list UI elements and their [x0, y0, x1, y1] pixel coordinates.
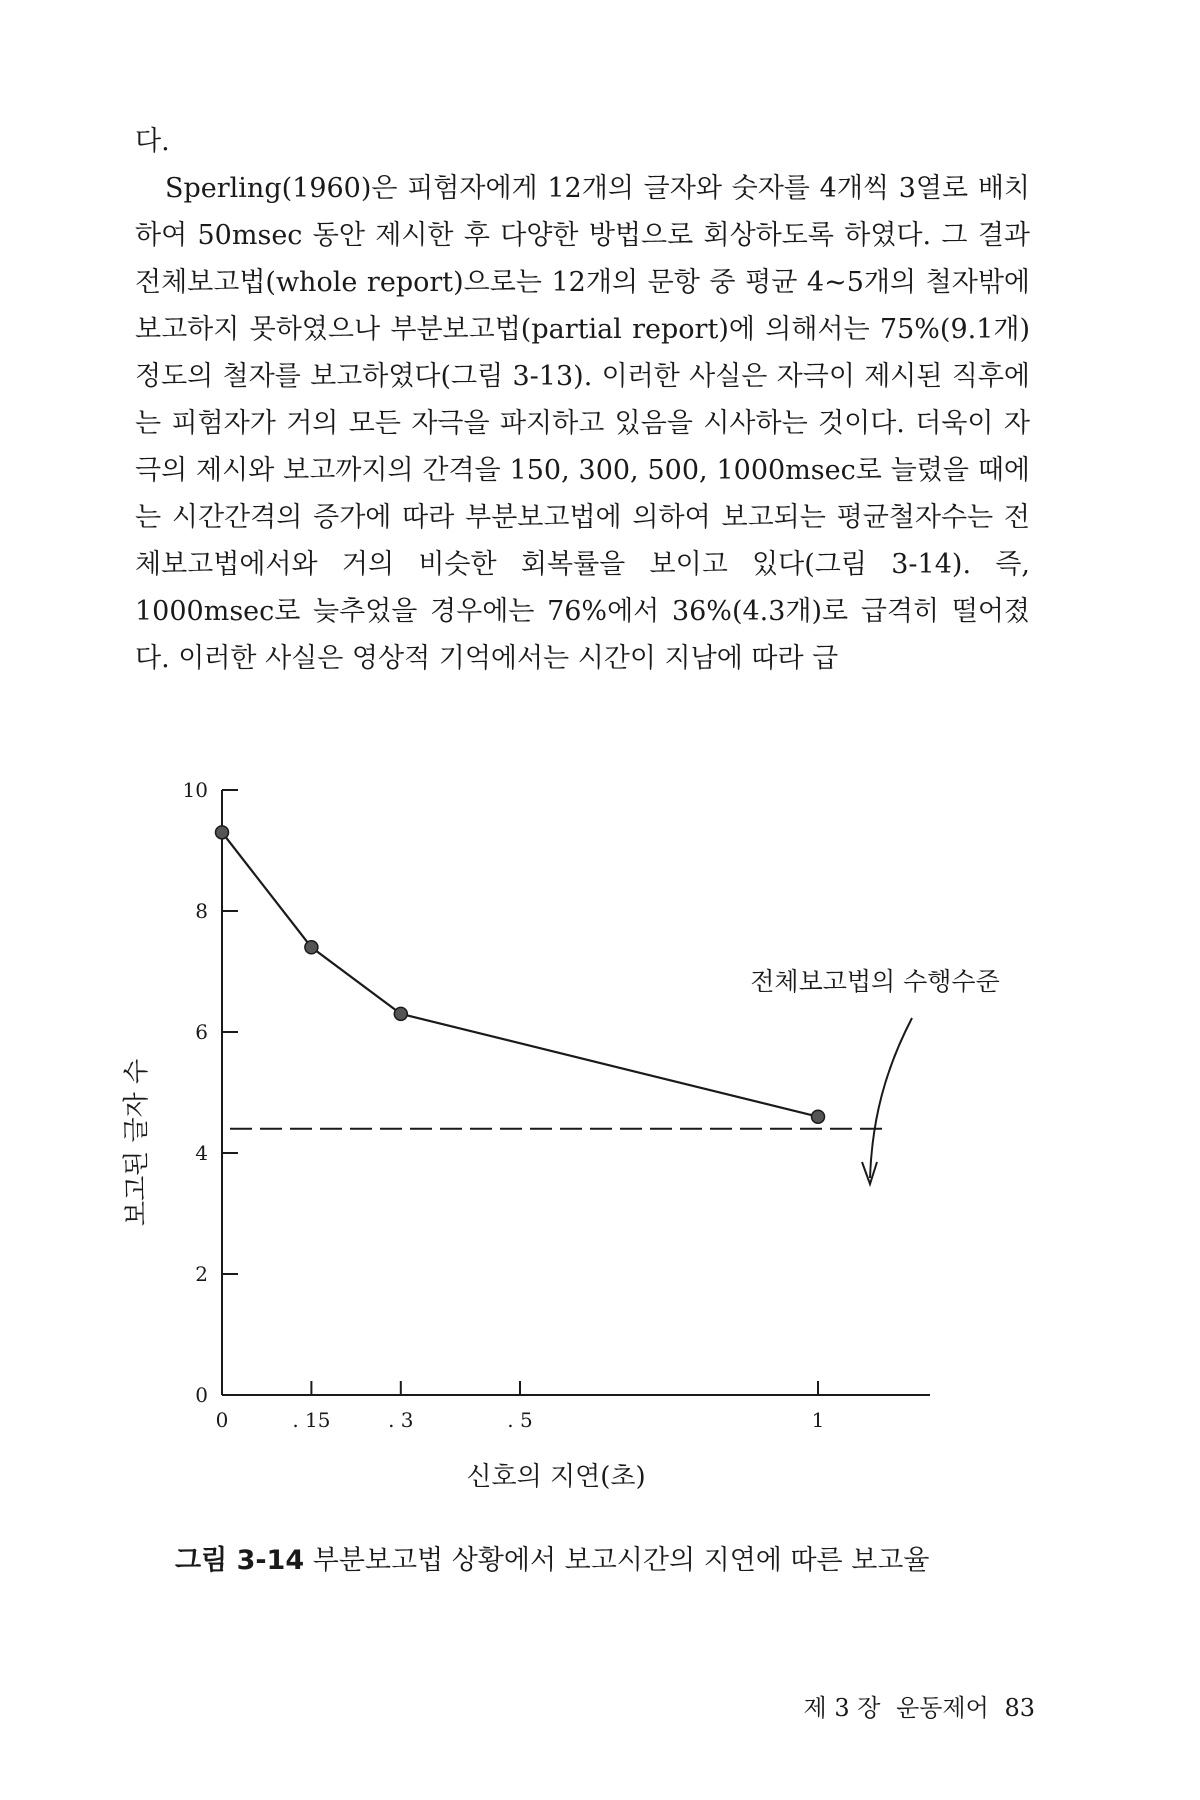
data-point — [812, 1110, 825, 1123]
paragraph-2: Sperling(1960)은 피험자에게 12개의 글자와 숫자를 4개씩 3열로 배치하여 50msec 동안 제시한 후 다양한 방법으로 회상하도록 하였다. 그 결과 전체보고법(whole report)으로는 12개의 문항 중 평균 4~5개의 철자밖에 보고하지 못하였으나 부분보고법(partial report)에 의해서는 75%(9.1개) 정도의 철자를 보고하였다(그림 3-13). 이러한 사실은 자극이 제시된 직후에는 피험자가 거의 모든 자극을 파지하고 있음을 시사하는 것이다. 더욱이 자극의 제시와 보고까지의 간격을 150, 300, 500, 1000msec로 늘렸을 때에는 시간간격의 증가에 따라 부분보고법에 의하여 보고되는 평균철자수는 전체보고법에서와 거의 비슷한 회복률을 보이고 있다(그림 3-14). 즉, 1000msec로 늦추었을 경우에는 76%에서 36%(4.3개)로 급격히 떨어졌다. 이러한 사실은 영상적 기억에서는 시간이 지남에 따라 급 — [135, 173, 1030, 674]
y-tick-label: 10 — [182, 778, 208, 802]
figure-caption-text: 부분보고법 상황에서 보고시간의 지연에 따른 보고율 — [312, 1545, 930, 1576]
y-tick-label: 4 — [195, 1141, 208, 1165]
footer-chapter: 제 3 장 — [803, 1694, 881, 1722]
reference-annotation: 전체보고법의 수행수준 — [750, 967, 1000, 996]
y-tick-label: 0 — [195, 1383, 208, 1407]
paragraph-1: 다. — [135, 126, 170, 157]
page-footer — [796, 1688, 1035, 1723]
data-point — [394, 1007, 407, 1020]
data-point — [216, 826, 229, 839]
x-axis-label: 신호의 지연(초) — [466, 1462, 646, 1492]
page-number: 83 — [1004, 1694, 1035, 1722]
y-axis-label: 보고된 글자 수 — [122, 1058, 152, 1227]
x-tick-label: 0 — [215, 1408, 229, 1432]
annotation-arrow-line — [870, 1018, 912, 1178]
body-text — [135, 118, 1030, 682]
footer-chapter-title: 운동제어 — [896, 1694, 989, 1722]
x-tick-label: 1 — [811, 1408, 825, 1432]
figure-number: 그림 3-14 — [175, 1545, 305, 1576]
x-tick-label: . 15 — [292, 1408, 331, 1432]
x-tick-label: . 3 — [388, 1408, 414, 1432]
line-chart — [0, 740, 1200, 1540]
data-point — [305, 941, 318, 954]
y-tick-label: 8 — [195, 899, 208, 923]
series-line — [222, 832, 818, 1116]
y-tick-label: 6 — [195, 1020, 208, 1044]
x-tick-label: . 5 — [507, 1408, 533, 1432]
figure-caption — [175, 1538, 1075, 1577]
y-tick-label: 2 — [195, 1262, 208, 1286]
